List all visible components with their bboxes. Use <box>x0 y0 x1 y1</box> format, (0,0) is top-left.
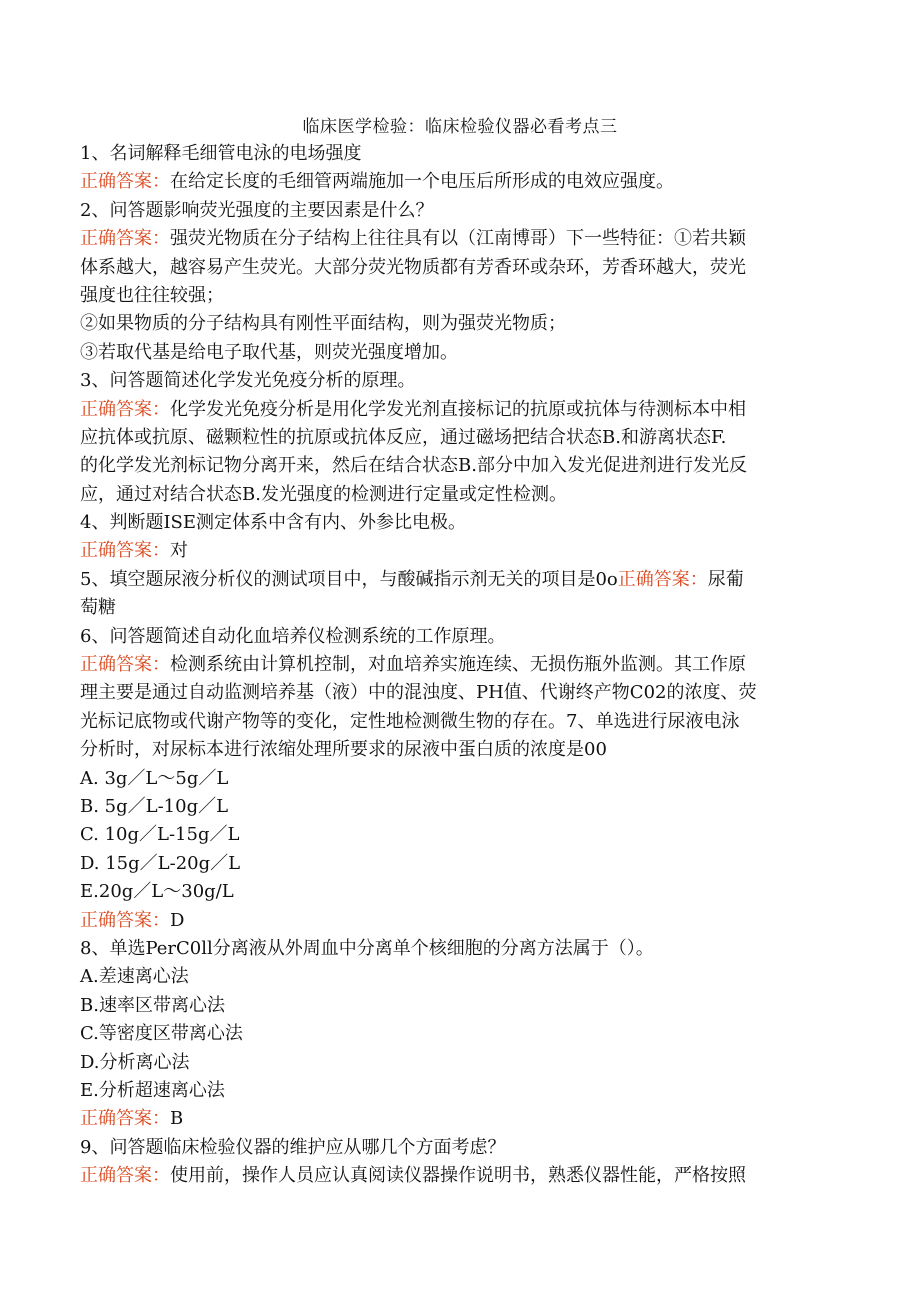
line-text: 尿葡 <box>707 568 744 590</box>
text-line <box>80 1077 832 1105</box>
line-text: D <box>170 909 185 931</box>
answer-label: 正确答案： <box>80 398 170 420</box>
line-text: 理主要是通过自动监测培养基（液）中的混浊度、PH值、代谢终产物C02的浓度、荧 <box>80 682 757 704</box>
line-text: 对 <box>170 540 188 562</box>
text-line <box>80 623 832 651</box>
text-line <box>80 254 832 282</box>
line-text: ②如果物质的分子结构具有刚性平面结构，则为强荧光物质； <box>80 313 566 335</box>
text-line <box>80 339 832 367</box>
text-line <box>80 367 832 395</box>
text-line <box>80 566 832 594</box>
line-text: 的化学发光剂标记物分离开来，然后在结合状态B.部分中加入发光促进剂进行发光反 <box>80 455 747 477</box>
text-line <box>80 225 832 253</box>
text-line <box>80 992 832 1020</box>
answer-label: 正确答案： <box>80 540 170 562</box>
line-text: 强荧光物质在分子结构上往往具有以（江南博哥）下一些特征：①若共颖 <box>170 228 746 250</box>
line-text: 应抗体或抗原、磁颗粒性的抗原或抗体反应，通过磁场把结合状态B.和游离状态F. <box>80 426 727 448</box>
text-line <box>80 793 832 821</box>
line-text: D.分析离心法 <box>80 1051 190 1073</box>
line-text: 化学发光免疫分析是用化学发光剂直接标记的抗原或抗体与待测标本中相 <box>170 398 746 420</box>
line-text: C. 10g／L-15g／L <box>80 824 240 846</box>
text-line <box>80 310 832 338</box>
answer-label: 正确答案： <box>80 654 170 676</box>
line-text: 体系越大，越容易产生荧光。大部分荧光物质都有芳香环或杂环，芳香环越大，荧光 <box>80 256 746 278</box>
line-text: 在给定长度的毛细管两端施加一个电压后所形成的电效应强度。 <box>170 171 674 193</box>
text-line <box>80 765 832 793</box>
text-line <box>80 1020 832 1048</box>
text-line <box>80 708 832 736</box>
text-line <box>80 1162 832 1190</box>
line-text: 萄糖 <box>80 597 116 619</box>
text-line <box>80 850 832 878</box>
line-text: 8、单选PerC0ll分离液从外周血中分离单个核细胞的分离方法属于（）。 <box>80 937 654 959</box>
line-text: 9、问答题临床检验仪器的维护应从哪几个方面考虑？ <box>80 1136 506 1158</box>
answer-label: 正确答案： <box>80 909 170 931</box>
line-text: 使用前，操作人员应认真阅读仪器操作说明书，熟悉仪器性能，严格按照 <box>170 1165 746 1187</box>
text-line <box>80 452 832 480</box>
line-text: A.差速离心法 <box>80 966 189 988</box>
line-text: E.分析超速离心法 <box>80 1079 225 1101</box>
text-line <box>80 679 832 707</box>
answer-label: 正确答案： <box>80 1108 170 1130</box>
line-text: B.速率区带离心法 <box>80 994 225 1016</box>
line-text: ③若取代基是给电子取代基，则荧光强度增加。 <box>80 341 458 363</box>
line-text: A. 3g／L～5g／L <box>80 767 229 789</box>
text-line <box>80 736 832 764</box>
line-text: 分析时，对尿标本进行浓缩处理所要求的尿液中蛋白质的浓度是00 <box>80 739 607 761</box>
text-line <box>80 1105 832 1133</box>
line-text: 光标记底物或代谢产物等的变化，定性地检测微生物的存在。7、单选进行尿液电泳 <box>80 710 740 732</box>
text-line <box>80 424 832 452</box>
answer-label: 正确答案： <box>80 171 170 193</box>
line-text: 6、问答题简述自动化血培养仪检测系统的工作原理。 <box>80 625 506 647</box>
text-line <box>80 481 832 509</box>
text-line <box>80 396 832 424</box>
line-text: 2、问答题影响荧光强度的主要因素是什么？ <box>80 199 434 221</box>
answer-label: 正确答案： <box>617 568 708 590</box>
line-text: 应，通过对结合状态B.发光强度的检测进行定量或定性检测。 <box>80 483 567 505</box>
line-text: B <box>170 1108 184 1130</box>
text-line <box>80 282 832 310</box>
text-line <box>80 594 832 622</box>
line-text: C.等密度区带离心法 <box>80 1023 243 1045</box>
text-line <box>80 935 832 963</box>
text-line <box>80 907 832 935</box>
text-line <box>80 509 832 537</box>
text-line <box>80 1049 832 1077</box>
text-line <box>80 963 832 991</box>
document-body <box>80 140 832 1190</box>
line-text: B. 5g／L-10g／L <box>80 795 229 817</box>
line-text: 检测系统由计算机控制，对血培养实施连续、无损伤瓶外监测。其工作原 <box>170 654 746 676</box>
text-line <box>80 140 832 168</box>
text-line <box>80 821 832 849</box>
text-line <box>80 537 832 565</box>
page-title: 临床医学检验：临床检验仪器必看考点三 <box>302 117 618 137</box>
answer-label: 正确答案： <box>80 228 170 250</box>
line-text: 3、问答题简述化学发光免疫分析的原理。 <box>80 370 416 392</box>
line-text: E.20g／L～30g/L <box>80 881 234 903</box>
text-line <box>80 197 832 225</box>
answer-label: 正确答案： <box>80 1165 170 1187</box>
line-text: 1、名词解释毛细管电泳的电场强度 <box>80 143 362 164</box>
line-text: 强度也往往较强； <box>80 284 224 306</box>
line-text: 5、填空题尿液分析仪的测试项目中，与酸碱指示剂无关的项目是0o <box>80 568 618 590</box>
line-text: 4、判断题ISE测定体系中含有内、外参比电极。 <box>80 512 467 534</box>
text-line <box>80 878 832 906</box>
text-line <box>80 651 832 679</box>
text-line <box>80 1134 832 1162</box>
text-line <box>80 168 832 196</box>
line-text: D. 15g／L-20g／L <box>80 852 241 874</box>
